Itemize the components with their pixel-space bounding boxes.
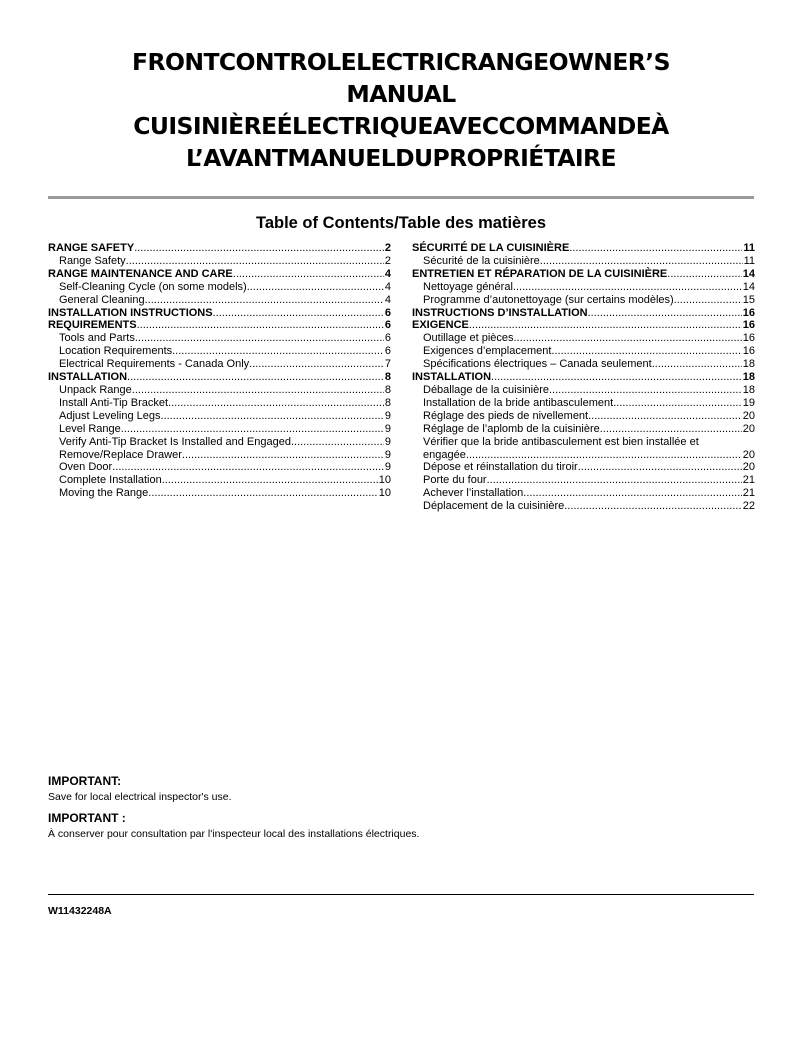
toc-leader-dots xyxy=(132,384,384,397)
toc-entry-page: 14 xyxy=(742,280,755,293)
toc-entry-page: 21 xyxy=(742,474,755,487)
toc-entry[interactable] xyxy=(48,449,391,462)
toc-leader-dots xyxy=(182,449,384,462)
toc-entry-page: 11 xyxy=(743,254,755,267)
toc-leader-dots xyxy=(126,255,384,268)
toc-entry-page: 9 xyxy=(384,422,391,435)
toc-leader-dots xyxy=(551,345,741,358)
toc-entry-label: Dépose et réinstallation du tiroir xyxy=(423,461,578,474)
toc-entry[interactable] xyxy=(412,461,755,474)
toc-leader-dots xyxy=(569,242,742,255)
toc-entry-label: SÉCURITÉ DE LA CUISINIÈRE xyxy=(412,242,570,254)
toc-entry-label: Verify Anti-Tip Bracket Is Installed and Engaged xyxy=(59,435,291,448)
toc-entry-label: ENTRETIEN ET RÉPARATION DE LA CUISINIÈRE xyxy=(412,267,668,280)
toc-entry[interactable] xyxy=(48,358,391,371)
toc-entry-page: 6 xyxy=(384,345,391,358)
toc-entry-page: 16 xyxy=(742,332,755,345)
toc-entry-label: Remove/Replace Drawer xyxy=(59,448,182,461)
toc-entry-label: Level Range xyxy=(59,422,121,435)
toc-leader-dots xyxy=(121,423,384,436)
toc-entry[interactable] xyxy=(48,332,391,345)
toc-entry-page: 16 xyxy=(742,345,755,358)
toc-leader-dots xyxy=(667,268,741,281)
toc-entry[interactable] xyxy=(48,281,391,294)
toc-entry-label: engagée xyxy=(423,448,466,461)
toc-entry-page: 9 xyxy=(384,409,391,422)
toc-entry[interactable] xyxy=(412,307,755,320)
toc-entry-page: 20 xyxy=(742,409,755,422)
toc-entry[interactable] xyxy=(48,294,391,307)
toc-column-english xyxy=(48,242,391,500)
toc-entry[interactable] xyxy=(48,436,391,449)
toc-entry-label: INSTALLATION INSTRUCTIONS xyxy=(48,306,213,319)
toc-leader-dots xyxy=(127,371,384,384)
toc-entry-page: 9 xyxy=(384,461,391,474)
toc-entry-label: Tools and Parts xyxy=(59,332,135,345)
toc-entry-label: Electrical Requirements - Canada Only xyxy=(59,358,250,371)
toc-entry-page: 6 xyxy=(384,332,391,345)
toc-entry-label: Installation de la bride antibasculement xyxy=(423,396,614,409)
toc-entry-label: Déplacement de la cuisinière xyxy=(423,500,565,513)
toc-entry-page: 16 xyxy=(742,319,755,332)
toc-leader-dots xyxy=(588,410,742,423)
toc-entry-label: INSTALLATION xyxy=(48,371,128,384)
toc-entry-page: 8 xyxy=(384,371,391,384)
toc-entry[interactable] xyxy=(412,319,755,332)
title-line-1: FRONTCONTROLELECTRICRANGEOWNER’S xyxy=(132,48,670,76)
toc-entry[interactable] xyxy=(412,500,755,513)
toc-entry[interactable] xyxy=(48,397,391,410)
toc-entry-label: Vérifier que la bride antibasculement est bien installée et xyxy=(423,435,699,448)
toc-entry[interactable] xyxy=(412,268,755,281)
toc-entry-page: 4 xyxy=(384,293,391,306)
toc-leader-dots xyxy=(549,384,742,397)
toc-entry[interactable] xyxy=(412,423,755,436)
toc-entry-label: EXIGENCE xyxy=(412,319,469,332)
toc-entry-page: 11 xyxy=(743,242,755,254)
toc-leader-dots xyxy=(600,423,742,436)
footer-divider xyxy=(48,894,754,895)
toc-entry-label: Adjust Leveling Legs xyxy=(59,409,161,422)
toc-leader-dots xyxy=(513,281,742,294)
toc-entry-label: Complete Installation xyxy=(59,474,162,487)
toc-entry[interactable] xyxy=(412,449,755,462)
toc-entry[interactable] xyxy=(48,268,391,281)
toc-entry-page: 16 xyxy=(742,306,755,319)
title-divider xyxy=(48,196,754,199)
toc-entry-page: 14 xyxy=(742,267,755,280)
toc-entry[interactable] xyxy=(412,345,755,358)
toc-entry-label: Unpack Range xyxy=(59,383,132,396)
toc-leader-dots xyxy=(247,281,384,294)
toc-entry-page: 8 xyxy=(384,396,391,409)
toc-entry-label: Nettoyage général xyxy=(423,280,513,293)
toc-entry-label: RANGE MAINTENANCE AND CARE xyxy=(48,267,233,280)
toc-entry-page: 20 xyxy=(742,422,755,435)
toc-entry-label: Oven Door xyxy=(59,461,113,474)
title-line-2: MANUAL xyxy=(346,80,456,108)
title-line-3: CUISINIÈREÉLECTRIQUEAVECCOMMANDEÀ xyxy=(133,112,669,140)
toc-entry-page: 9 xyxy=(384,435,391,448)
toc-entry-label: Spécifications électriques – Canada seulement xyxy=(423,358,652,371)
toc-entry[interactable] xyxy=(412,371,755,384)
toc-entry[interactable] xyxy=(412,410,755,423)
toc-entry-label: Réglage des pieds de nivellement xyxy=(423,409,589,422)
toc-entry[interactable] xyxy=(48,461,391,474)
toc-entry[interactable] xyxy=(48,371,391,384)
toc-leader-dots xyxy=(674,294,742,307)
toc-entry-label: Moving the Range xyxy=(59,487,149,500)
toc-leader-dots xyxy=(564,500,742,513)
toc-entry[interactable] xyxy=(412,358,755,371)
toc-entry-page: 6 xyxy=(384,306,391,319)
toc-entry[interactable] xyxy=(48,307,391,320)
toc-entry-page: 15 xyxy=(742,293,755,306)
important-heading-fr: IMPORTANT : xyxy=(48,811,126,825)
toc-leader-dots xyxy=(514,332,742,345)
toc-entry-page: 18 xyxy=(742,383,755,396)
toc-entry-label: General Cleaning xyxy=(59,293,145,306)
toc-entry-label: INSTRUCTIONS D’INSTALLATION xyxy=(412,306,588,319)
toc-entry[interactable] xyxy=(48,319,391,332)
toc-entry[interactable] xyxy=(412,294,755,307)
toc-entry-page: 20 xyxy=(742,461,755,474)
toc-entry-page: 10 xyxy=(378,487,391,500)
important-heading-en: IMPORTANT: xyxy=(48,774,122,788)
toc-leader-dots xyxy=(578,461,742,474)
toc-leader-dots xyxy=(540,255,743,268)
toc-leader-dots xyxy=(233,268,384,281)
toc-entry-label: Sécurité de la cuisinière xyxy=(423,254,540,267)
important-text-en: Save for local electrical inspector's use. xyxy=(48,791,232,803)
toc-leader-dots xyxy=(249,358,384,371)
toc-entry-label: Porte du four xyxy=(423,474,487,487)
toc-entry[interactable] xyxy=(412,397,755,410)
toc-leader-dots xyxy=(491,371,742,384)
toc-entry-page: 19 xyxy=(742,396,755,409)
toc-entry-label: Réglage de l’aplomb de la cuisinière xyxy=(423,422,600,435)
toc-entry[interactable] xyxy=(412,255,755,268)
toc-leader-dots xyxy=(291,436,384,449)
toc-entry-label: INSTALLATION xyxy=(412,371,492,384)
toc-entry-label: RANGE SAFETY xyxy=(48,242,135,254)
toc-leader-dots xyxy=(135,332,384,345)
toc-leader-dots xyxy=(168,397,384,410)
toc-entry[interactable] xyxy=(412,332,755,345)
toc-entry-label: Location Requirements xyxy=(59,345,173,358)
manual-title xyxy=(0,46,802,174)
toc-entry-page: 4 xyxy=(384,280,391,293)
toc-leader-dots xyxy=(652,358,742,371)
important-text-fr: À conserver pour consultation par l'inspecteur local des installations électriques. xyxy=(48,828,420,840)
toc-entry[interactable] xyxy=(48,384,391,397)
toc-entry[interactable] xyxy=(412,384,755,397)
toc-leader-dots xyxy=(161,410,384,423)
toc-entry-page: 21 xyxy=(742,487,755,500)
toc-entry-label: Install Anti-Tip Bracket xyxy=(59,396,169,409)
toc-leader-dots xyxy=(487,474,742,487)
toc-entry[interactable] xyxy=(48,423,391,436)
toc-entry-page: 18 xyxy=(742,371,755,384)
toc-entry[interactable] xyxy=(48,255,391,268)
toc-entry-page: 7 xyxy=(384,358,391,371)
toc-entry-page: 8 xyxy=(384,383,391,396)
toc-column-french xyxy=(412,242,755,513)
toc-entry[interactable] xyxy=(412,281,755,294)
toc-entry[interactable] xyxy=(48,242,391,255)
toc-entry-label: Outillage et pièces xyxy=(423,332,514,345)
toc-leader-dots xyxy=(613,397,742,410)
toc-entry[interactable] xyxy=(412,487,755,500)
title-line-4: L’AVANTMANUELDUPROPRIÉTAIRE xyxy=(185,144,616,172)
toc-entry-page: 2 xyxy=(384,254,391,267)
toc-entry[interactable] xyxy=(48,410,391,423)
toc-heading: Table of Contents/Table des matières xyxy=(255,214,547,232)
toc-entry-page: 10 xyxy=(378,474,391,487)
toc-leader-dots xyxy=(213,307,384,320)
toc-entry-page: 20 xyxy=(742,448,755,461)
toc-leader-dots xyxy=(162,474,378,487)
toc-leader-dots xyxy=(112,461,384,474)
toc-entry-label: REQUIREMENTS xyxy=(48,319,137,332)
toc-entry-page: 18 xyxy=(742,358,755,371)
toc-entry[interactable] xyxy=(412,474,755,487)
toc-leader-dots xyxy=(172,345,384,358)
toc-leader-dots xyxy=(523,487,741,500)
toc-entry-label: Déballage de la cuisinière xyxy=(423,383,549,396)
toc-leader-dots xyxy=(466,449,742,462)
toc-entry-label: Range Safety xyxy=(59,254,126,267)
toc-entry[interactable] xyxy=(48,345,391,358)
toc-entry-page: 4 xyxy=(384,267,391,280)
toc-entry[interactable] xyxy=(412,436,755,449)
toc-entry-page: 22 xyxy=(742,500,755,513)
toc-entry-label: Self-Cleaning Cycle (on some models) xyxy=(59,280,247,293)
toc-leader-dots xyxy=(469,319,742,332)
part-number: W11432248A xyxy=(48,905,112,917)
toc-leader-dots xyxy=(137,319,384,332)
toc-entry-label: Achever l’installation xyxy=(423,487,524,500)
toc-entry[interactable] xyxy=(48,474,391,487)
toc-leader-dots xyxy=(148,487,377,500)
toc-entry[interactable] xyxy=(48,487,391,500)
toc-entry-page: 2 xyxy=(384,242,391,254)
toc-leader-dots xyxy=(134,242,384,255)
toc-entry-label: Programme d’autonettoyage (sur certains modèles) xyxy=(423,293,674,306)
toc-entry-page: 6 xyxy=(384,319,391,332)
toc-leader-dots xyxy=(588,307,742,320)
toc-entry-page: 9 xyxy=(384,448,391,461)
toc-entry-label: Exigences d’emplacement xyxy=(423,345,552,358)
toc-leader-dots xyxy=(145,294,384,307)
toc-entry[interactable] xyxy=(412,242,755,255)
